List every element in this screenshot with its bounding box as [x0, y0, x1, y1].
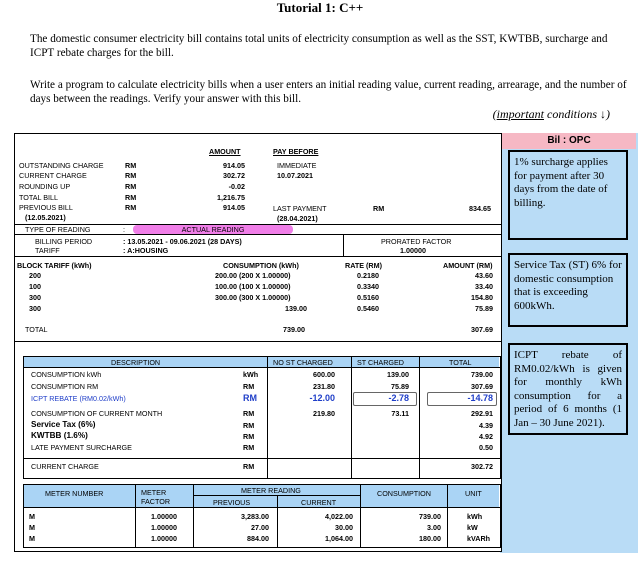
- desc-row-unit: RM: [243, 443, 255, 452]
- outstanding-charge-unit: RM: [125, 161, 137, 170]
- current-header: CURRENT: [301, 498, 337, 507]
- meter-row-unit: kW: [467, 523, 478, 532]
- last-payment-date: (28.04.2021): [277, 214, 318, 223]
- desc-row-st: 75.89: [391, 382, 409, 391]
- desc-row-unit: RM: [243, 382, 255, 391]
- rate-header: RATE (RM): [345, 261, 382, 270]
- electricity-bill: AMOUNT PAY BEFORE IMMEDIATE 10.07.2021 OUTSTANDING CHARGE RM 914.05 CURRENT CHARGE RM 302.72 ROUNDING UP RM -0.02 TOTAL BILL RM 1,216.75 PREVIOUS BILL RM 914.05 (12.05.2021) LAST PAYMENT (28.04.2021) RM 834.65 TYPE OF READING : ACTUAL READING BILLING PERIOD : 13.05.2021 - 09.06.2021 (28 DAYS) TARIFF : A:HOUSING PRORATED FACTOR 1.00000 BLOCK TARIFF (kWh) CONSUMPTION (kWh) RATE (RM) AMOUNT (RM) 200 200.00 (200 X 1.00000) 0.2180 43.60 100 100.00 (100 X 1.00000) 0.3340 33.40 300 300.00 (300 X 1.00000) 0.5160 154.80 300 139.00 0.5460 75.89 TOTAL 739.00 307.69 DESCRIPTION NO ST CHARGED ST CHARGED TOTAL CONSUMPTION kWh kWh 600.00 139.00 739.00 CONSUMPTION RM RM 231.80 75.89 307.69 ICPT REBATE (RM0.02/kWh) RM -12.00 -2.78 -14.78 CONSUMPTION OF CURRENT MONTH RM 219.80 73.11 292.91 Service Tax (6%) RM 4.39 KWTBB (1.6%) RM 4.92 LATE PAYMENT SURCHARGE RM 0.50 CURRENT CHARGE RM 302.72 METER NUMBER METER FACTOR METER READING PREVIOUS CURRENT CONSUMPTION UNIT M 1.00000 3,283.00 4,022.00 739.00 kWh M 1.00000 27.00 30.00 3.00 kW M 1.00000 884.00 1,064.00 180.00 kVARh: [14, 133, 502, 552]
- current-charge-value: 302.72: [223, 171, 245, 180]
- tariff-row-block: 300: [29, 293, 41, 302]
- desc-row-st: 73.11: [391, 409, 409, 418]
- desc-row-unit: kWh: [243, 370, 259, 379]
- tariff-label: TARIFF: [35, 246, 60, 255]
- pay-before-date: 10.07.2021: [277, 171, 313, 180]
- pay-before-header: PAY BEFORE: [273, 147, 319, 156]
- desc-row-unit: RM: [243, 409, 255, 418]
- tariff-row-rate: 0.3340: [357, 282, 379, 291]
- kwtbb-label: KWTBB (1.6%): [31, 431, 88, 440]
- meter-row-unit: kVARh: [467, 534, 491, 543]
- prorated-factor-label: PRORATED FACTOR: [381, 237, 452, 246]
- bill-opc-header: Bil : OPC: [502, 133, 636, 149]
- no-st-charged-header: NO ST CHARGED: [273, 358, 333, 367]
- total-bill-value: 1,216.75: [217, 193, 245, 202]
- previous-bill-unit: RM: [125, 203, 137, 212]
- icpt-rebate-st: -2.78: [388, 393, 409, 403]
- rounding-up-unit: RM: [125, 182, 137, 191]
- tariff-row-consumption: 139.00: [285, 304, 307, 313]
- meter-row-factor: 1.00000: [151, 523, 177, 532]
- meter-row-current: 30.00: [335, 523, 353, 532]
- current-charge-unit: RM: [125, 171, 137, 180]
- total-column-header: TOTAL: [449, 358, 472, 367]
- desc-row-unit: RM: [243, 432, 255, 441]
- late-payment-total: 0.50: [479, 443, 493, 452]
- desc-row-label: CONSUMPTION OF CURRENT MONTH: [31, 409, 163, 418]
- meter-row-factor: 1.00000: [151, 534, 177, 543]
- meter-reading-header: METER READING: [241, 486, 301, 495]
- tariff-row-consumption: 300.00 (300 X 1.00000): [215, 293, 291, 302]
- important-conditions: [493, 107, 610, 122]
- icpt-rebate-total: -14.78: [467, 393, 493, 403]
- meter-row-current: 4,022.00: [325, 512, 353, 521]
- rounding-up-label: ROUNDING UP: [19, 182, 71, 191]
- tariff-row-rate: 0.5460: [357, 304, 379, 313]
- last-payment-unit: RM: [373, 204, 385, 213]
- icpt-rebate-unit: RM: [243, 393, 257, 403]
- kwtbb-total: 4.92: [479, 432, 493, 441]
- tariff-row-consumption: 100.00 (100 X 1.00000): [215, 282, 291, 291]
- current-charge-row-value: 302.72: [471, 462, 493, 471]
- tariff-row-amount: 75.89: [475, 304, 493, 313]
- meter-number-header: METER NUMBER: [45, 489, 104, 498]
- tariff-row-amount: 43.60: [475, 271, 493, 280]
- unit-header: UNIT: [465, 489, 482, 498]
- desc-row-label: CONSUMPTION kWh: [31, 370, 102, 379]
- meter-row-m: M: [29, 523, 35, 532]
- surcharge-note: 1% surcharge applies for payment after 30 days from the date of billing.: [508, 150, 628, 240]
- desc-row-unit: RM: [243, 421, 255, 430]
- tariff-row-rate: 0.5160: [357, 293, 379, 302]
- current-charge-label: CURRENT CHARGE: [19, 171, 87, 180]
- amount-rm-header: AMOUNT (RM): [443, 261, 493, 270]
- last-payment-value: 834.65: [469, 204, 491, 213]
- tariff-row-consumption: 200.00 (200 X 1.00000): [215, 271, 291, 280]
- consumption-col-header: CONSUMPTION: [377, 489, 431, 498]
- total-bill-unit: RM: [125, 193, 137, 202]
- desc-row-total: 292.91: [471, 409, 493, 418]
- desc-row-no-st: 219.80: [313, 409, 335, 418]
- meter-row-current: 1,064.00: [325, 534, 353, 543]
- rounding-up-value: -0.02: [228, 182, 245, 191]
- block-tariff-header: BLOCK TARIFF (kWh): [17, 261, 92, 270]
- meter-row-previous: 27.00: [251, 523, 269, 532]
- tutorial-title: Tutorial 1: C++: [276, 0, 364, 15]
- desc-row-total: 739.00: [471, 370, 493, 379]
- meter-row-factor: 1.00000: [151, 512, 177, 521]
- conditions-label: important: [496, 107, 544, 121]
- desc-row-no-st: 231.80: [313, 382, 335, 391]
- desc-row-no-st: 600.00: [313, 370, 335, 379]
- st-charged-header: ST CHARGED: [357, 358, 404, 367]
- meter-row-unit: kWh: [467, 512, 483, 521]
- outstanding-charge-value: 914.05: [223, 161, 245, 170]
- meter-row-consumption: 180.00: [419, 534, 441, 543]
- icpt-rebate-no-st: -12.00: [309, 393, 335, 403]
- outstanding-charge-label: OUTSTANDING CHARGE: [19, 161, 104, 170]
- total-label: TOTAL: [25, 325, 48, 334]
- previous-bill-value: 914.05: [223, 203, 245, 212]
- current-charge-row-label: CURRENT CHARGE: [31, 462, 99, 471]
- billing-period-value: : 13.05.2021 - 09.06.2021 (28 DAYS): [123, 237, 242, 246]
- total-bill-label: TOTAL BILL: [19, 193, 59, 202]
- task-paragraph: Write a program to calculate electricity bills when a user enters an initial reading value, current reading, arrearage, and the number of days between the readings. Verify your answer with this bill.: [30, 79, 627, 105]
- desc-row-st: 139.00: [387, 370, 409, 379]
- tariff-row-rate: 0.2180: [357, 271, 379, 280]
- tariff-row-block: 300: [29, 304, 41, 313]
- tariff-value: : A:HOUSING: [123, 246, 169, 255]
- type-of-reading-label: TYPE OF READING: [25, 225, 91, 234]
- amount-header: AMOUNT: [209, 147, 241, 156]
- meter-row-previous: 884.00: [247, 534, 269, 543]
- meter-row-m: M: [29, 512, 35, 521]
- service-tax-label: Service Tax (6%): [31, 420, 96, 429]
- meter-row-m: M: [29, 534, 35, 543]
- tariff-row-amount: 154.80: [471, 293, 493, 302]
- total-consumption: 739.00: [283, 325, 305, 334]
- conditions-rest: conditions ↓): [544, 107, 610, 121]
- intro-paragraph: The domestic consumer electricity bill contains total units of electricity consumption as well as the SST, KWTBB, surcharge and ICPT rebate charges for the bill.: [30, 33, 608, 59]
- tariff-row-block: 100: [29, 282, 41, 291]
- prorated-factor-value: 1.00000: [400, 246, 426, 255]
- total-amount: 307.69: [471, 325, 493, 334]
- late-payment-label: LATE PAYMENT SURCHARGE: [31, 443, 132, 452]
- current-charge-row-unit: RM: [243, 462, 255, 471]
- meter-number-redaction: [37, 509, 133, 545]
- description-header-band: [24, 357, 499, 367]
- icpt-rebate-note: ICPT rebate of RM0.02/kWh is given for monthly kWh consumption for a period of 6 months (1 Jan – 30 June 2021).: [508, 343, 628, 435]
- desc-row-total: 307.69: [471, 382, 493, 391]
- previous-bill-label: PREVIOUS BILL: [19, 203, 73, 212]
- previous-header: PREVIOUS: [213, 498, 251, 507]
- billing-period-label: BILLING PERIOD: [35, 237, 93, 246]
- description-header: DESCRIPTION: [111, 358, 161, 367]
- conditions-open: (: [492, 107, 497, 121]
- tariff-row-block: 200: [29, 271, 41, 280]
- consumption-kwh-header: CONSUMPTION (kWh): [223, 261, 299, 270]
- pay-before-label: IMMEDIATE: [277, 161, 317, 170]
- last-payment-label: LAST PAYMENT: [273, 204, 327, 213]
- tariff-row-amount: 33.40: [475, 282, 493, 291]
- desc-row-label: CONSUMPTION RM: [31, 382, 99, 391]
- meter-row-consumption: 3.00: [427, 523, 441, 532]
- previous-bill-date: (12.05.2021): [25, 213, 66, 222]
- meter-factor-header: METER FACTOR: [141, 488, 171, 506]
- meter-row-previous: 3,283.00: [241, 512, 269, 521]
- icpt-rebate-label: ICPT REBATE (RM0.02/kWh): [31, 394, 126, 403]
- meter-row-consumption: 739.00: [419, 512, 441, 521]
- service-tax-note: Service Tax (ST) 6% for domestic consumption that is exceeding 600kWh.: [508, 253, 628, 327]
- service-tax-total: 4.39: [479, 421, 493, 430]
- type-of-reading-value: ACTUAL READING: [133, 225, 293, 234]
